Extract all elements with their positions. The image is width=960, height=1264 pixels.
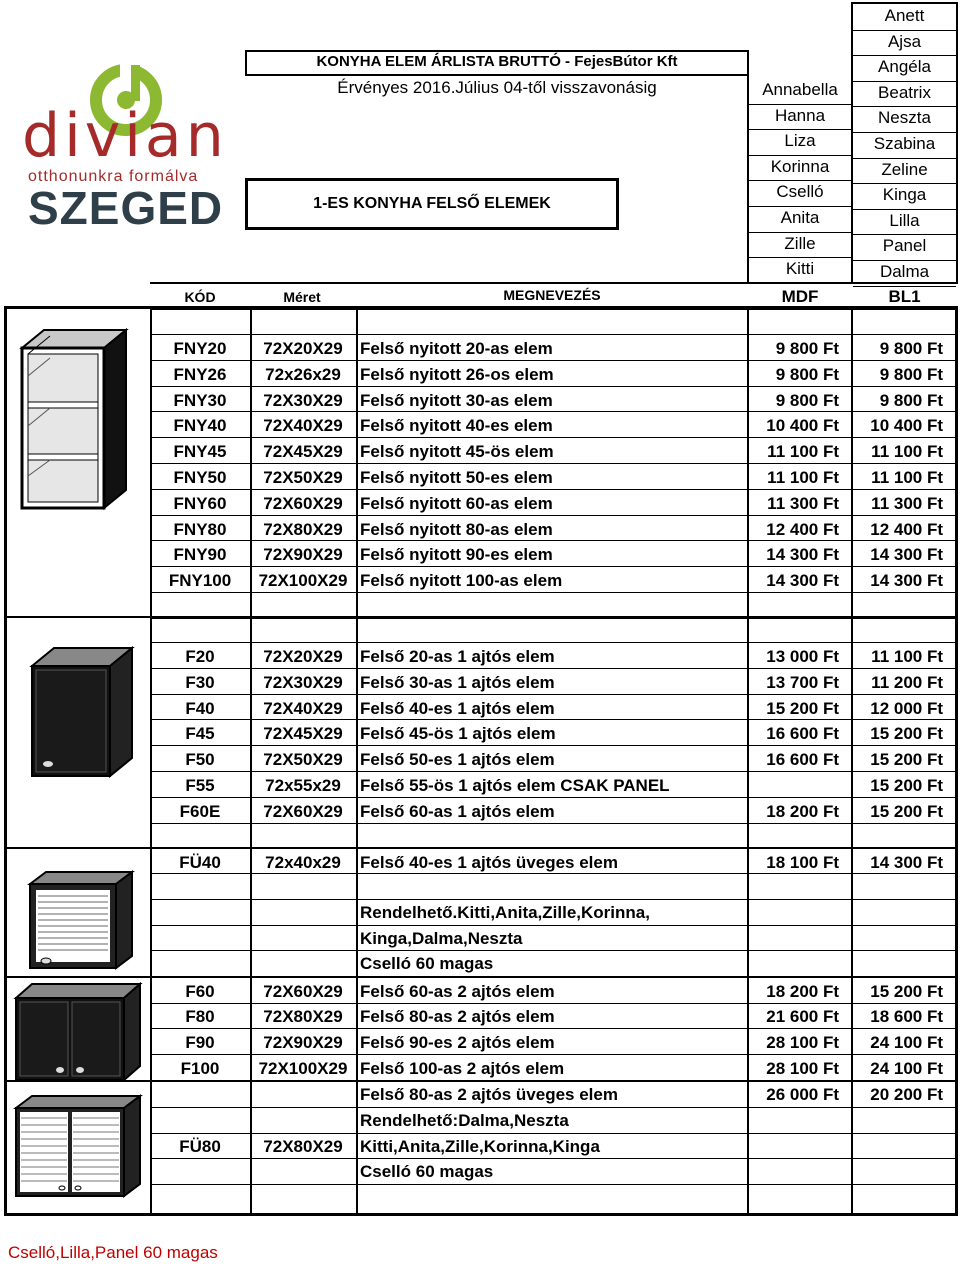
grid-line <box>150 334 956 335</box>
grid-line <box>747 848 749 976</box>
item-price-mdf: 18 100 Ft <box>766 852 839 872</box>
item-price-mdf: 28 100 Ft <box>766 1059 839 1078</box>
item-price-mdf: 28 100 Ft <box>766 1033 839 1053</box>
grid-line <box>853 209 956 210</box>
item-price-bl1: 15 200 Ft <box>870 981 943 1001</box>
footnote: Cselló,Lilla,Panel 60 magas <box>8 1243 218 1262</box>
glass-door-cabinet-image <box>26 870 136 975</box>
availability-note: Kinga,Dalma,Neszta <box>360 928 523 948</box>
item-code: FÜ80 <box>179 1136 221 1156</box>
col-mdf: MDF <box>781 287 819 306</box>
item-code: FNY26 <box>173 364 227 384</box>
mdf-color-name: Annabella <box>762 80 838 99</box>
item-code: FNY60 <box>173 493 227 513</box>
item-price-mdf: 16 600 Ft <box>766 750 839 770</box>
item-code: F40 <box>185 698 215 718</box>
grid-line <box>853 260 956 261</box>
item-price-bl1: 14 300 Ft <box>870 852 943 872</box>
item-size: 72X45X29 <box>263 724 343 744</box>
grid-line <box>150 618 152 847</box>
item-size: 72X20X29 <box>263 338 343 358</box>
item-price-mdf: 9 800 Ft <box>775 390 839 410</box>
col-bl1: BL1 <box>888 287 921 306</box>
grid-line <box>853 183 956 184</box>
availability-note: Rendelhető:Dalma,Neszta <box>360 1110 569 1130</box>
item-price-bl1: 12 000 Ft <box>870 698 943 718</box>
grid-line <box>150 489 956 490</box>
mdf-color-name: Hanna <box>774 105 826 125</box>
item-name: Felső nyitott 90-es elem <box>360 545 553 565</box>
item-code: F100 <box>180 1059 220 1078</box>
item-price-bl1: 18 600 Ft <box>870 1007 943 1027</box>
grid-line <box>4 1080 958 1082</box>
item-size: 72X50X29 <box>263 467 343 487</box>
item-price-bl1: 15 200 Ft <box>870 801 943 821</box>
grid-line <box>356 848 358 976</box>
grid-line <box>150 1081 152 1213</box>
item-size: 72X90X29 <box>263 1033 343 1053</box>
item-price-bl1: 11 100 Ft <box>871 467 943 487</box>
grid-line <box>150 437 956 438</box>
bl1-color-name: Zeline <box>881 159 928 179</box>
grid-line <box>250 1081 252 1213</box>
mdf-color-name: Anita <box>780 208 820 227</box>
mdf-color-name: Liza <box>784 131 816 151</box>
item-name: Felső nyitott 45-ös elem <box>360 442 554 462</box>
item-code: F60 <box>185 981 215 1001</box>
item-price-mdf: 18 200 Ft <box>766 801 839 821</box>
item-price-mdf: 16 600 Ft <box>766 724 839 744</box>
item-code: F30 <box>185 672 215 692</box>
grid-line <box>150 566 956 567</box>
grid-line <box>851 618 853 847</box>
item-name: Felső nyitott 40-es elem <box>360 416 553 436</box>
item-price-bl1: 14 300 Ft <box>870 545 943 565</box>
availability-note: Rendelhető.Kitti,Anita,Zille,Korinna, <box>360 903 650 923</box>
grid-line <box>150 848 152 976</box>
availability-note: Cselló 60 magas <box>360 954 494 974</box>
grid-line <box>749 206 851 207</box>
mdf-color-name: Cselló <box>776 182 824 202</box>
item-size: 72X100X29 <box>258 571 348 591</box>
item-name: Felső 60-as 1 ajtós elem <box>360 801 555 821</box>
grid-line <box>150 694 956 695</box>
mdf-color-name: Kitti <box>785 259 815 279</box>
item-name: Felső 50-es 1 ajtós elem <box>360 750 555 770</box>
item-size: 72X60X29 <box>263 801 343 821</box>
item-size: 72X45X29 <box>263 442 343 462</box>
grid-line <box>356 977 358 1080</box>
grid-line <box>851 977 853 1080</box>
bl1-color-name: Angéla <box>878 57 931 77</box>
grid-line <box>747 977 749 1080</box>
item-code: FNY20 <box>173 338 227 358</box>
item-code: FNY45 <box>173 442 227 462</box>
item-code: FNY50 <box>173 467 227 487</box>
item-name: Felső 90-es 2 ajtós elem <box>360 1033 555 1053</box>
item-price-mdf: 15 200 Ft <box>766 698 839 718</box>
section-title: 1-ES KONYHA FELSŐ ELEMEK <box>313 195 551 212</box>
bl1-color-name: Beatrix <box>878 82 931 102</box>
item-price-mdf: 26 000 Ft <box>766 1084 839 1104</box>
item-price-bl1: 11 100 Ft <box>871 442 943 462</box>
item-price-bl1: 15 200 Ft <box>870 750 943 770</box>
grid-line <box>749 104 851 105</box>
item-name: Felső 20-as 1 ajtós elem <box>360 646 555 666</box>
grid-line <box>250 848 252 976</box>
item-size: 72X20X29 <box>263 646 343 666</box>
bl1-color-name: Anett <box>884 6 925 25</box>
item-price-mdf: 21 600 Ft <box>766 1007 839 1027</box>
grid-line <box>150 719 956 720</box>
grid-line <box>150 592 956 593</box>
item-price-bl1: 11 100 Ft <box>871 646 943 666</box>
grid-line <box>150 823 956 824</box>
item-price-mdf: 12 400 Ft <box>766 519 839 539</box>
item-price-mdf: 11 100 Ft <box>767 442 839 462</box>
grid-line <box>150 1028 956 1029</box>
grid-line <box>853 286 956 287</box>
grid-line <box>853 234 956 235</box>
item-price-mdf: 9 800 Ft <box>775 364 839 384</box>
grid-line <box>749 129 851 130</box>
item-name: Felső nyitott 100-as elem <box>360 571 563 591</box>
grid-line <box>150 1107 956 1108</box>
item-code: F80 <box>185 1007 215 1027</box>
item-name: Felső nyitott 26-os elem <box>360 364 554 384</box>
grid-line <box>749 257 851 258</box>
grid-line <box>150 899 956 900</box>
item-size: 72X40X29 <box>263 698 343 718</box>
item-size: 72X30X29 <box>263 390 343 410</box>
item-code: FNY80 <box>173 519 227 539</box>
item-price-mdf: 11 300 Ft <box>767 493 839 513</box>
item-size: 72X80X29 <box>263 1136 343 1156</box>
grid-line <box>853 132 956 133</box>
item-code: F50 <box>185 750 215 770</box>
grid-line <box>150 848 956 849</box>
grid-line <box>150 1003 956 1004</box>
item-size: 72X60X29 <box>263 981 343 1001</box>
grid-line <box>150 1133 956 1134</box>
item-name: Felső nyitott 30-as elem <box>360 390 553 410</box>
grid-line <box>853 158 956 159</box>
item-price-bl1: 11 300 Ft <box>871 493 943 513</box>
mdf-color-name: Zille <box>784 233 816 253</box>
grid-line <box>150 745 956 746</box>
mdf-color-name: Korinna <box>770 156 830 176</box>
page-title: KONYHA ELEM ÁRLISTA BRUTTÓ - FejesBútor Kft <box>316 53 678 70</box>
grid-line <box>150 797 956 798</box>
grid-line <box>150 950 956 951</box>
grid-line <box>749 155 851 156</box>
item-size: 72x26x29 <box>265 364 341 384</box>
grid-line <box>250 618 252 847</box>
item-price-bl1: 24 100 Ft <box>870 1059 943 1078</box>
item-name: Felső 40-es 1 ajtós üveges elem <box>360 852 618 872</box>
bl1-color-name: Panel <box>882 236 927 256</box>
item-price-bl1: 9 800 Ft <box>879 338 943 358</box>
item-name: Felső nyitott 20-as elem <box>360 338 553 358</box>
item-code: FNY90 <box>173 545 227 565</box>
item-size: 72X90X29 <box>263 545 343 565</box>
grid-line <box>150 1184 956 1185</box>
col-size: Méret <box>283 289 321 305</box>
item-price-bl1: 12 400 Ft <box>870 519 943 539</box>
grid-line <box>749 180 851 181</box>
availability-note: Kitti,Anita,Zille,Korinna,Kinga <box>360 1136 600 1156</box>
item-name: Felső 40-es 1 ajtós elem <box>360 698 555 718</box>
grid-line <box>150 771 956 772</box>
bl1-color-name: Ajsa <box>887 31 922 51</box>
item-price-mdf: 14 300 Ft <box>766 571 839 591</box>
grid-line <box>853 81 956 82</box>
grid-line <box>851 1081 853 1213</box>
single-door-cabinet-image <box>28 646 136 783</box>
grid-line <box>150 977 956 978</box>
logo-tagline: otthonunkra formálva <box>28 168 199 185</box>
item-name: Felső 80-as 2 ajtós üveges elem <box>360 1084 618 1104</box>
item-price-bl1: 10 400 Ft <box>870 416 943 436</box>
grid-line <box>150 411 956 412</box>
grid-line <box>150 925 956 926</box>
bl1-color-name: Kinga <box>882 185 927 205</box>
item-size: 72x40x29 <box>265 852 341 872</box>
logo-city: SZEGED <box>28 182 224 234</box>
item-price-bl1: 9 800 Ft <box>879 390 943 410</box>
double-glass-cabinet-image <box>12 1094 144 1203</box>
item-price-mdf: 13 000 Ft <box>766 646 839 666</box>
item-size: 72X30X29 <box>263 672 343 692</box>
item-name: Felső nyitott 60-as elem <box>360 493 553 513</box>
item-size: 72X40X29 <box>263 416 343 436</box>
grid-line <box>150 463 956 464</box>
grid-line <box>747 1081 749 1213</box>
item-size: 72X60X29 <box>263 493 343 513</box>
bl1-color-name: Dalma <box>879 262 930 281</box>
logo-brand: divian <box>22 101 228 171</box>
item-price-mdf: 14 300 Ft <box>766 545 839 565</box>
grid-line <box>747 618 749 847</box>
availability-note: Cselló 60 magas <box>360 1162 494 1182</box>
bl1-color-name: Szabina <box>873 134 936 153</box>
grid-line <box>250 977 252 1080</box>
item-code: FÜ40 <box>179 852 221 872</box>
grid-line <box>150 668 956 669</box>
item-name: Felső 30-as 1 ajtós elem <box>360 672 555 692</box>
item-code: F20 <box>185 646 215 666</box>
item-code: FNY30 <box>173 390 227 410</box>
grid-line <box>150 540 956 541</box>
grid-line <box>150 873 956 874</box>
item-name: Felső nyitott 80-as elem <box>360 519 553 539</box>
col-name: MEGNEVEZÉS <box>503 287 601 303</box>
item-price-bl1: 24 100 Ft <box>870 1033 943 1053</box>
item-price-mdf: 18 200 Ft <box>766 981 839 1001</box>
grid-line <box>150 642 956 643</box>
item-code: F60E <box>179 801 221 821</box>
item-name: Felső 100-as 2 ajtós elem <box>360 1059 565 1078</box>
item-price-mdf: 10 400 Ft <box>766 416 839 436</box>
item-size: 72X100X29 <box>258 1059 348 1078</box>
double-door-cabinet-image <box>12 982 144 1087</box>
item-size: 72x55x29 <box>265 775 341 795</box>
grid-line <box>150 309 956 310</box>
grid-line <box>356 618 358 847</box>
grid-line <box>150 618 956 619</box>
open-cabinet-image <box>16 326 131 516</box>
item-price-bl1: 15 200 Ft <box>870 724 943 744</box>
item-price-mdf: 13 700 Ft <box>766 672 839 692</box>
grid-line <box>356 1081 358 1213</box>
item-code: FNY100 <box>168 571 232 591</box>
item-name: Felső 55-ös 1 ajtós elem CSAK PANEL <box>360 775 670 795</box>
grid-line <box>150 360 956 361</box>
item-name: Felső nyitott 50-es elem <box>360 467 553 487</box>
item-code: F45 <box>185 724 215 744</box>
item-name: Felső 45-ös 1 ajtós elem <box>360 724 556 744</box>
grid-line <box>749 232 851 233</box>
grid-line <box>150 1158 956 1159</box>
grid-line <box>150 515 956 516</box>
validity-text: Érvényes 2016.Július 04-től visszavonásig <box>337 78 657 97</box>
item-name: Felső 80-as 2 ajtós elem <box>360 1007 555 1027</box>
item-price-mdf: 11 100 Ft <box>767 467 839 487</box>
grid-line <box>853 106 956 107</box>
item-code: FNY40 <box>173 416 227 436</box>
grid-line <box>150 386 956 387</box>
bl1-color-name: Lilla <box>889 210 920 230</box>
item-size: 72X80X29 <box>263 519 343 539</box>
col-code: KÓD <box>184 289 216 305</box>
grid-line <box>150 1054 956 1055</box>
item-size: 72X50X29 <box>263 750 343 770</box>
grid-line <box>749 283 851 284</box>
item-price-bl1: 15 200 Ft <box>870 775 943 795</box>
grid-line <box>853 30 956 31</box>
bl1-color-name: Neszta <box>878 108 931 128</box>
item-price-bl1: 14 300 Ft <box>870 571 943 591</box>
grid-line <box>853 55 956 56</box>
item-code: F55 <box>185 775 215 795</box>
grid-line <box>851 848 853 976</box>
item-price-bl1: 11 200 Ft <box>871 672 943 692</box>
item-price-bl1: 9 800 Ft <box>879 364 943 384</box>
grid-line <box>150 977 152 1080</box>
item-price-mdf: 9 800 Ft <box>775 338 839 358</box>
item-size: 72X80X29 <box>263 1007 343 1027</box>
item-price-bl1: 20 200 Ft <box>870 1084 943 1104</box>
item-code: F90 <box>185 1033 215 1053</box>
item-name: Felső 60-as 2 ajtós elem <box>360 981 555 1001</box>
